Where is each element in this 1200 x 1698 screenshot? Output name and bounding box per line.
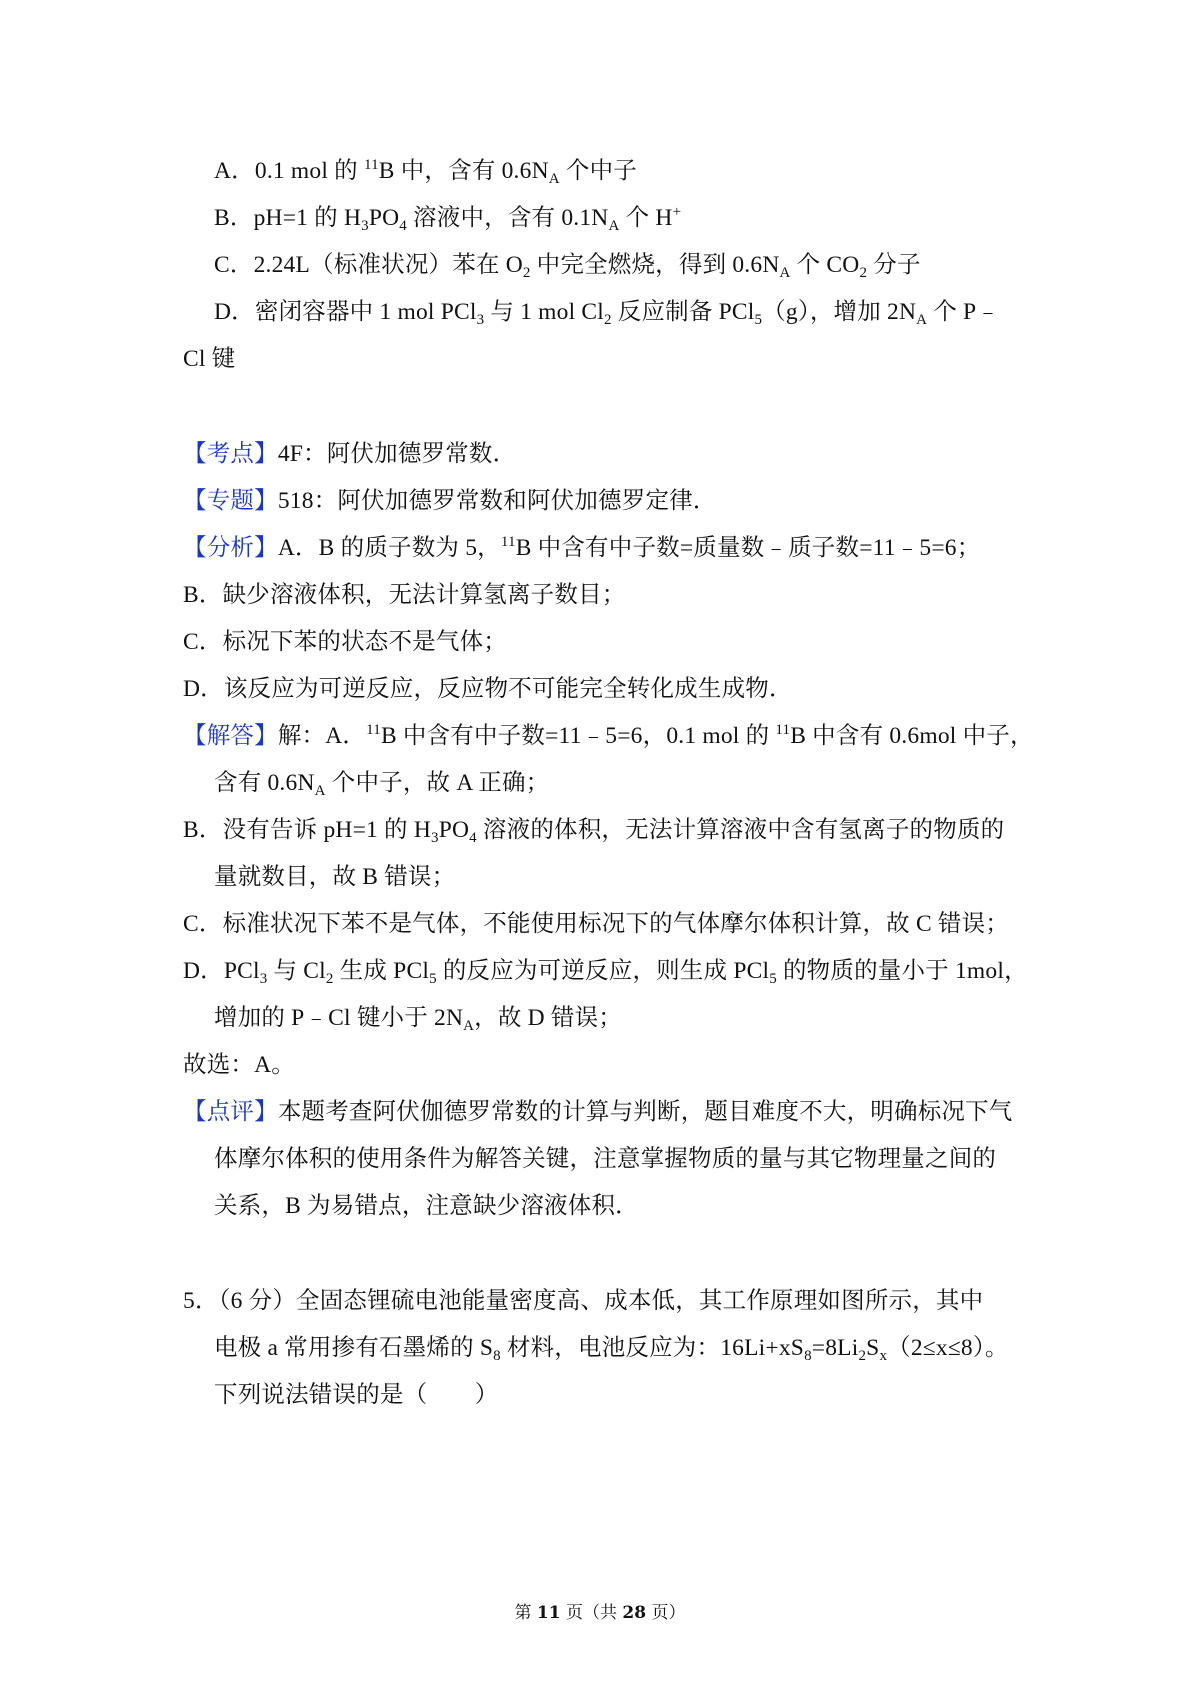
- jieda-line-4: 量就数目，故 B 错误；: [214, 864, 456, 890]
- jieda-line-2: 含有 $0.6N_A$ 个中子，故 A 正确；: [214, 770, 550, 799]
- zhuanti-line: 【专题】518：阿伏加德罗常数和阿伏加德罗定律．: [183, 488, 717, 514]
- zhuanti-tag: 【专题】: [183, 488, 278, 514]
- dianping-line-1: 【点评】本题考查阿伏伽德罗常数的计算与判断，题目难度不大，明确标况下气: [183, 1099, 1013, 1125]
- fenxi-line-4: D．该反应为可逆反应，反应物不可能完全转化成生成物．: [183, 676, 793, 702]
- dianping-line-3: 关系，B 为易错点，注意缺少溶液体积．: [214, 1193, 639, 1219]
- kaodian-tag: 【考点】: [183, 441, 278, 467]
- current-page-number: 11: [536, 1603, 561, 1623]
- option-c: C．2.24L（标准状况）苯在 $O_2$ 中完全燃烧，得到 $0.6N_A$ 个 $CO_2$ 分子: [214, 252, 921, 281]
- jieda-line-8: 故选：A。: [183, 1052, 295, 1078]
- jieda-line-7: 增加的 P﹣Cl 键小于 $2N_A$，故 D 错误；: [214, 1005, 622, 1034]
- option-d-continued: Cl 键: [183, 346, 236, 372]
- question-5-line-1: 5．（6 分）全固态锂硫电池能量密度高、成本低，其工作原理如图所示，其中: [183, 1288, 984, 1314]
- dianping-tag: 【点评】: [183, 1099, 278, 1125]
- jieda-tag: 【解答】: [183, 723, 278, 749]
- option-a: A．0.1 mol 的 $^{11}$B 中，含有 $0.6N_A$ 个中子: [214, 157, 637, 187]
- jieda-line-5: C．标准状况下苯不是气体，不能使用标况下的气体摩尔体积计算，故 C 错误；: [183, 911, 1009, 937]
- dianping-line-2: 体摩尔体积的使用条件为解答关键，注意掌握物质的量与其它物理量之间的: [214, 1146, 997, 1172]
- jieda-line-1: 【解答】解：A．$^{11}$B 中含有中子数=11﹣5=6，0.1 mol 的 $^{11}$B 中含有 0.6mol 中子，: [183, 722, 1034, 749]
- total-page-count: 28: [622, 1603, 647, 1623]
- jieda-line-3: B．没有告诉 pH=1 的 $H_3PO_4$ 溶液的体积，无法计算溶液中含有氢离子的物质的: [183, 817, 1005, 846]
- fenxi-tag: 【分析】: [183, 535, 278, 561]
- option-d: D．密闭容器中 1 mol PCl$_3$ 与 1 mol $Cl_2$ 反应制备 PCl$_5$（g），增加 $2N_A$ 个 P﹣: [214, 299, 1001, 328]
- question-5-line-3: 下列说法错误的是（ ）: [214, 1382, 499, 1408]
- fenxi-line-2: B．缺少溶液体积，无法计算氢离子数目；: [183, 582, 626, 608]
- question-5-line-2: 电极 a 常用掺有石墨烯的 $S_8$ 材料，电池反应为：$16Li+xS_8=8Li_2S_x(2\le x\le 8)$。: [214, 1335, 1009, 1364]
- jieda-line-6: D．PCl$_3$ 与 $Cl_2$ 生成 PCl$_5$ 的反应为可逆反应，则生成 PCl$_5$ 的物质的量小于 1mol，: [183, 958, 1028, 987]
- fenxi-line-3: C．标况下苯的状态不是气体；: [183, 629, 507, 655]
- fenxi-line-1: 【分析】A．B 的质子数为 5，$^{11}$B 中含有中子数=质量数﹣质子数=11﹣5=6；: [183, 534, 981, 561]
- option-b: B．pH=1 的 $H_3PO_4$ 溶液中，含有 $0.1N_A$ 个 H+: [214, 204, 682, 234]
- page-footer: 第 11 页（共 28 页）: [514, 1603, 686, 1623]
- kaodian-line: 【考点】4F：阿伏加德罗常数．: [183, 441, 517, 467]
